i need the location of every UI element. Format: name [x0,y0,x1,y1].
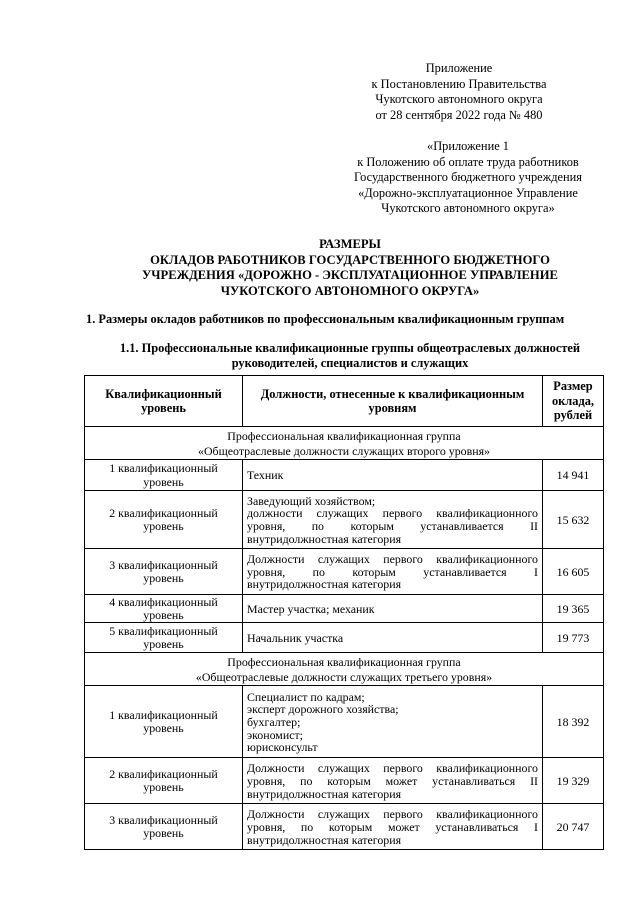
level-cell: 1 квалификационный уровень [85,686,243,758]
table-row [85,804,604,850]
positions-cell: Начальник участка [243,623,543,653]
header-level: Квалификационный уровень [85,376,243,427]
header-positions: Должности, отнесенные к квалификационным уровням [243,376,543,427]
appendix-header [352,61,566,123]
table-row [85,460,604,491]
salary-cell: 19 773 [543,623,604,653]
title-line: УЧРЕЖДЕНИЯ «ДОРОЖНО - ЭКСПЛУАТАЦИОННОЕ УПРАВЛЕНИЕ [142,268,558,282]
appendix1-line: Государственного бюджетного учреждения [354,170,582,184]
appendix-line: к Постановлению Правительства [371,76,547,91]
salary-cell: 14 941 [543,460,604,491]
salary-cell: 20 747 [543,804,604,850]
header-salary: Размер оклада, рублей [543,376,604,427]
level-cell: 4 квалификационный уровень [85,595,243,623]
level-cell: 3 квалификационный уровень [85,549,243,595]
positions-cell: Должности служащих первого квалификационного уровня, по которым может устанавливаться II внутридолжностная категория [243,758,543,804]
table-row [85,686,604,758]
salary-cell: 16 605 [543,549,604,595]
positions-cell: Специалист по кадрам; эксперт дорожного хозяйства; бухгалтер; экономист; юрисконсульт [243,686,543,758]
salary-cell: 19 329 [543,758,604,804]
table-row [85,549,604,595]
salary-table [84,375,604,850]
appendix-line: Чукотского автономного округа [375,92,543,106]
title-line: ЧУКОТСКОГО АВТОНОМНОГО ОКРУГА» [220,283,480,298]
section-1-1-line: 1.1. Профессиональные квалификационные группы общеотраслевых должностей [119,341,581,355]
level-cell: 1 квалификационный уровень [85,460,243,491]
table-header-row [85,376,604,427]
level-cell: 2 квалификационный уровень [85,491,243,549]
group-title: Профессиональная квалификационная группа «Общеотраслевые должности служащих второго уровня» [85,427,604,460]
document-title [80,237,620,299]
salary-cell: 19 365 [543,595,604,623]
group-row [85,653,604,686]
positions-cell: Заведующий хозяйством; должности служащих первого квалификационного уровня, по которым устанавливается II внутридолжностная категория [243,491,543,549]
title-line: РАЗМЕРЫ [319,237,381,251]
appendix1-line: к Положению об оплате труда работников [357,154,579,169]
level-cell: 3 квалификационный уровень [85,804,243,850]
positions-cell: Мастер участка; механик [243,595,543,623]
section-1-1-heading [80,341,620,371]
appendix-line: от 28 сентября 2022 года № 480 [375,107,543,122]
title-line: ОКЛАДОВ РАБОТНИКОВ ГОСУДАРСТВЕННОГО БЮДЖЕТНОГО [150,252,550,267]
table-row [85,491,604,549]
positions-cell: Должности служащих первого квалификационного уровня, по которым устанавливается I внутридолжностная категория [243,549,543,595]
salary-cell: 18 392 [543,686,604,758]
positions-cell: Техник [243,460,543,491]
appendix1-header [339,139,597,217]
salary-cell: 15 632 [543,491,604,549]
table-row [85,758,604,804]
table-row [85,623,604,653]
level-cell: 5 квалификационный уровень [85,623,243,653]
level-cell: 2 квалификационный уровень [85,758,243,804]
appendix-line: Приложение [425,61,493,75]
section-1-1-line: руководителей, специалистов и служащих [231,356,469,370]
appendix1-line: Чукотского автономного округа» [381,201,555,215]
positions-cell: Должности служащих первого квалификационного уровня, по которым может устанавливаться I внутридолжностная категория [243,804,543,850]
section-1-heading: 1. Размеры окладов работников по профессиональным квалификационным группам [86,312,565,326]
appendix1-line: «Приложение 1 [427,139,509,153]
group-row [85,427,604,460]
group-title: Профессиональная квалификационная группа «Общеотраслевые должности служащих третьего уровня» [85,653,604,686]
appendix1-line: «Дорожно-эксплуатационное Управление [358,185,578,200]
table-row [85,595,604,623]
